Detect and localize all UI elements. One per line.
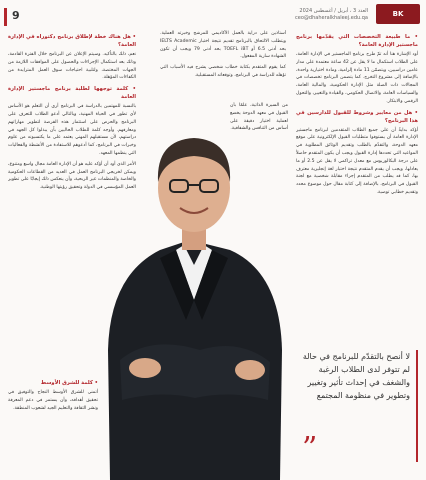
section-question: • هل من معايير وشروط للقبول للدارسين في هذا البرنامج؟ — [296, 109, 418, 124]
page-number-box — [4, 8, 30, 26]
pull-quote — [298, 350, 418, 466]
section-question: • ما طبيعة التخصصات التي يقدّمها برنامج ماجستير الإدارة العامة؟ — [296, 34, 418, 48]
left-bottom-column — [8, 376, 98, 456]
accent-bar — [4, 8, 7, 26]
paragraph: أستاذين على دراية بالعمل الأكاديمي للمرشح وخبرته العملية. ويتطلب الالتحاق بالبرنامج تقديم نتيجة اختبار IELTS Academic بحد أدنى 6.5 أو TOEFL iBT بحد أدنى 79 ويجب أن تكون الشهادة سارية المفعول. — [160, 31, 286, 60]
paragraph: الأمر الذي أود أن أؤكد عليه هو أن الإدارة العامة مجال واسع ومتنوع، ويمكن لخريجي البرنامج العمل في العديد من القطاعات الحكومية والخاصة والمنظمات غير الربحية، وأن ينعكس ذلك إيجابًا على تطوير العمل المؤسسي في الدولة وتحقيق رؤيتها الوطنية. — [8, 161, 136, 191]
section-question: • هل هناك خطة لإطلاق برنامج دكتوراه في الإدارة العامة؟ — [8, 34, 136, 48]
page-header — [0, 0, 426, 30]
portrait-photo — [90, 100, 296, 480]
right-column — [296, 30, 418, 350]
issue-email: ceo@dhaheralkhaleej.edu.qa — [295, 15, 368, 21]
magazine-logo — [376, 4, 420, 24]
section-question: • كلمة توجهها لطلبة برنامج ماجستير الإدارة العامة — [8, 86, 136, 101]
quote-text: لا أنصح بالتقدّم للبرنامج في حالة لم تتوفر لدى الطلاب الرغبة والشغف في إحداث تأثير وتغيير وتطوير في منظومة المجتمع — [302, 352, 410, 400]
paragraph: كما يقوم المتقدم بكتابة خطاب شخصي يشرح فيه الأسباب التي تؤهله للدراسة في البرنامج، وتوقعاته المستقبلية. — [160, 65, 286, 78]
section-question: • كلمة للشرق الأوسط — [40, 380, 98, 386]
logo-text: BK — [392, 10, 404, 18]
paragraph: بالنسبة للمهتمين بالدراسة في البرنامج أرى أن التعلم هو الأساس لأي تطور في الحياة المهنية، وبالتالي أدعو الطلاب للتعرف على البرنامج والحرص على استثمار هذه الفرصة لتطوير مهاراتهم ومعارفهم. وأوجه كلمة للطلاب الحاليين بأن يبذلوا كل الجهد في دراستهم، لأن مستقبلهم المهني يعتمد على ما يكتسبونه من علوم وخبرات في البرنامج، كما أدعوهم للاستفادة من الأنشطة والفعاليات التي ينظمها المعهد. — [8, 104, 136, 156]
paragraph: أود الإشارة هنا أنه تمّ طرح برنامج الماجستير في الإدارة العامة، على الطلاب استكمال ما لا يقل عن 42 ساعة معتمدة على مدار عامين دراسيين، ويتضمّن 11 مادة إلزامية، ومادة اختيارية واحدة، بالإضافة إلى مشروع التخرج. كما يتضمن البرنامج تخصصات في المجالات ذات الصلة مثل الإدارة الحكومية، والمالية العامة، والسياسات العامة، والاتصال الحكومي، والقيادة والتغيير، والتحول الرقمي والابتكار. — [296, 52, 418, 104]
middle-top-column — [160, 30, 286, 100]
right-hand — [235, 360, 265, 380]
quote-mark-icon: ” — [302, 431, 318, 466]
page-number: 9 — [12, 9, 20, 22]
left-hand — [129, 358, 161, 378]
paragraph: نعم، ذلك بالتأكيد. وسيتم الإعلان عن البرنامج خلال الفترة القادمة، وذلك بعد استكمال الإجراءات والحصول على الموافقات اللازمة من الجهات المختصة، ولتلبية احتياجات سوق العمل المتزايدة من الكفاءات المؤهلة. — [8, 52, 136, 81]
paragraph: أؤكد بدايةً أن على جميع الطلاب المتقدمين لبرنامج ماجستير الإدارة العامة أن يستوفوا متطلبات القبول الإلكترونية على موقع معهد الدوحة، والتقدّم بالطلب وتقديم الوثائق المطلوبة في المواعيد التي تحددها إدارة القبول ويجب أن يكون المتقدم حاصلاً على درجة البكالوريوس مع معدل تراكمي لا يقل عن 2.5 أو ما يعادلها، ويجب أن يقدم المتقدم نتيجة اختبار لغة إنجليزية معترف بها، كما قد يطلب من المتقدم إجراء مقابلة شخصية مع لجنة القبول في البرنامج، بالإضافة إلى كتابة مقال حول موضوع محدد وتقديم خطابي توصية. — [296, 127, 418, 195]
paragraph: من السيرة الذاتية، علمًا بأن القبول في معهد الدوحة يخضع لعملية اختيار دقيقة على أساس من التنافس والشفافية. — [230, 103, 288, 132]
issue-info — [295, 8, 368, 22]
quote-accent-line — [416, 350, 418, 462]
paragraph: أتمنى للشرق الأوسط النجاح والتوفيق في تحقيق أهدافه، وأن يستمر في دعم المعرفة ونشر الثقافة والتعليم الجيد لشعوب المنطقة. — [8, 390, 98, 411]
issue-line: العدد 3 ، أبريل / أغسطس 2024 — [299, 8, 368, 14]
